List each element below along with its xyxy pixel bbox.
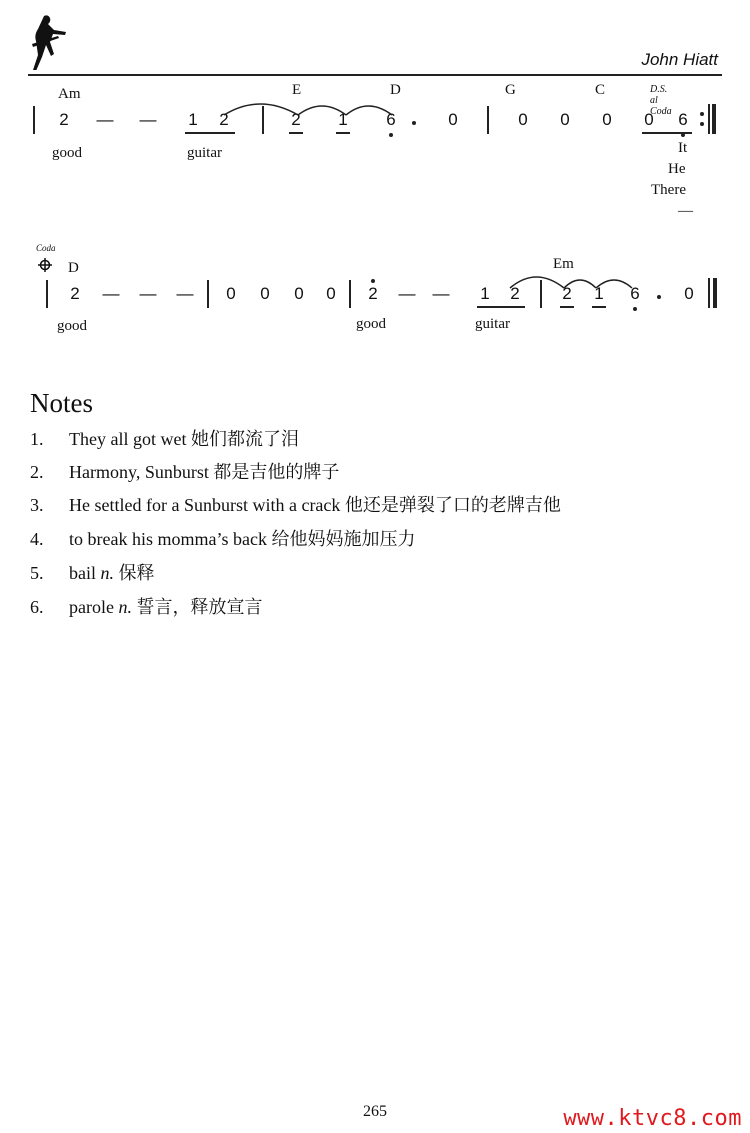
notes-list-item	[30, 425, 299, 451]
jianpu-note: 2	[59, 110, 69, 129]
augmentation-dot	[412, 121, 416, 125]
low-octave-dot	[681, 133, 685, 137]
notes-list-item	[30, 559, 155, 585]
low-octave-dot	[633, 307, 637, 311]
lyric-word: guitar	[475, 316, 510, 332]
jianpu-note: 2	[368, 284, 378, 303]
hold-dash: —	[432, 284, 450, 303]
jianpu-note: 1	[480, 284, 490, 303]
jianpu-note: 0	[294, 284, 304, 303]
notes-item-text: They all got wet 她们都流了泪	[69, 429, 299, 449]
chord-symbol: Am	[58, 86, 81, 102]
augmentation-dot	[657, 295, 661, 299]
lyric-word: There	[651, 182, 686, 198]
notes-list-item	[30, 491, 561, 517]
hold-dash: —	[176, 284, 194, 303]
low-octave-dot	[389, 133, 393, 137]
hold-dash: —	[102, 284, 120, 303]
notes-item-number: 6.	[30, 597, 44, 617]
part-of-speech: n.	[118, 597, 132, 617]
lyric-word: good	[57, 318, 87, 334]
lyric-word: good	[356, 316, 386, 332]
lyric-word: It	[678, 140, 688, 156]
notes-item-word: parole	[69, 597, 119, 617]
jianpu-note: 2	[291, 110, 301, 129]
tie-arcs	[506, 268, 646, 290]
jianpu-note: 2	[510, 284, 520, 303]
hold-dash: —	[139, 110, 157, 129]
underline-beam	[592, 306, 606, 308]
jianpu-note: 0	[644, 110, 654, 129]
notes-item-number: 5.	[30, 563, 44, 583]
high-octave-dot	[371, 279, 375, 283]
jianpu-note: 0	[448, 110, 458, 129]
jianpu-note: 0	[260, 284, 270, 303]
notes-item-number: 2.	[30, 462, 44, 482]
lyric-word: He	[668, 161, 686, 177]
song-author: John Hiatt	[641, 50, 718, 69]
lyric-word: good	[52, 145, 82, 161]
hold-dash: —	[398, 284, 416, 303]
notes-heading: Notes	[30, 388, 93, 418]
jianpu-note: 6	[630, 284, 640, 303]
notes-list-item	[30, 593, 262, 619]
barline	[349, 280, 351, 308]
chord-symbol: E	[292, 82, 302, 98]
jianpu-note: 0	[684, 284, 694, 303]
underline-beam	[185, 132, 235, 134]
notes-item-gloss: 誓言，释放宣言	[131, 597, 263, 617]
chord-symbol: C	[595, 82, 606, 98]
lyric-word: guitar	[187, 145, 222, 161]
barline-thick	[712, 104, 716, 134]
site-watermark: www.ktvc8.com	[563, 1106, 742, 1131]
jianpu-note: 0	[226, 284, 236, 303]
jianpu-note: 0	[518, 110, 528, 129]
underline-beam	[642, 132, 692, 134]
notes-item-number: 3.	[30, 495, 44, 515]
barline	[33, 106, 35, 134]
underline-beam	[336, 132, 350, 134]
chord-symbol: G	[505, 82, 516, 98]
notes-item-text: Harmony, Sunburst 都是吉他的牌子	[69, 462, 340, 482]
ds-al-coda-marking: D.S. al Coda	[650, 84, 672, 117]
chord-symbol: D	[68, 260, 79, 276]
repeat-dot	[700, 112, 704, 116]
jianpu-note: 0	[602, 110, 612, 129]
notes-item-number: 4.	[30, 529, 44, 549]
header-rule	[28, 74, 722, 76]
notes-list-item	[30, 525, 415, 551]
coda-sign-icon	[38, 258, 52, 272]
notes-item-number: 1.	[30, 429, 44, 449]
hold-dash: —	[139, 284, 157, 303]
chord-symbol: Em	[553, 256, 574, 272]
jianpu-note: 1	[188, 110, 198, 129]
jianpu-note: 6	[678, 110, 688, 129]
tie-arcs	[220, 95, 400, 117]
repeat-dot	[700, 122, 704, 126]
barline-thick	[713, 278, 717, 308]
barline	[708, 278, 710, 308]
notes-item-word: bail	[69, 563, 101, 583]
jianpu-note: 2	[562, 284, 572, 303]
notes-item-gloss: 保释	[114, 563, 155, 583]
barline	[708, 104, 710, 134]
lyric-word: —	[678, 203, 693, 219]
notes-list-item	[30, 458, 339, 484]
notes-item-text: He settled for a Sunburst with a crack 他还是弹裂了口的老牌吉他	[69, 495, 561, 515]
coda-label: Coda	[36, 243, 56, 253]
jianpu-note: 1	[594, 284, 604, 303]
barline	[207, 280, 209, 308]
barline	[46, 280, 48, 308]
hold-dash: —	[96, 110, 114, 129]
jianpu-note: 6	[386, 110, 396, 129]
underline-beam	[477, 306, 525, 308]
jianpu-note: 1	[338, 110, 348, 129]
underline-beam	[560, 306, 574, 308]
notes-item-text: to break his momma’s back 给他妈妈施加压力	[69, 529, 416, 549]
guitarist-logo-icon	[30, 14, 70, 70]
chord-symbol: D	[390, 82, 401, 98]
page-number: 265	[363, 1103, 387, 1120]
underline-beam	[289, 132, 303, 134]
jianpu-note: 0	[560, 110, 570, 129]
jianpu-note: 2	[219, 110, 229, 129]
jianpu-note: 2	[70, 284, 80, 303]
part-of-speech: n.	[100, 563, 114, 583]
jianpu-note: 0	[326, 284, 336, 303]
barline	[487, 106, 489, 134]
